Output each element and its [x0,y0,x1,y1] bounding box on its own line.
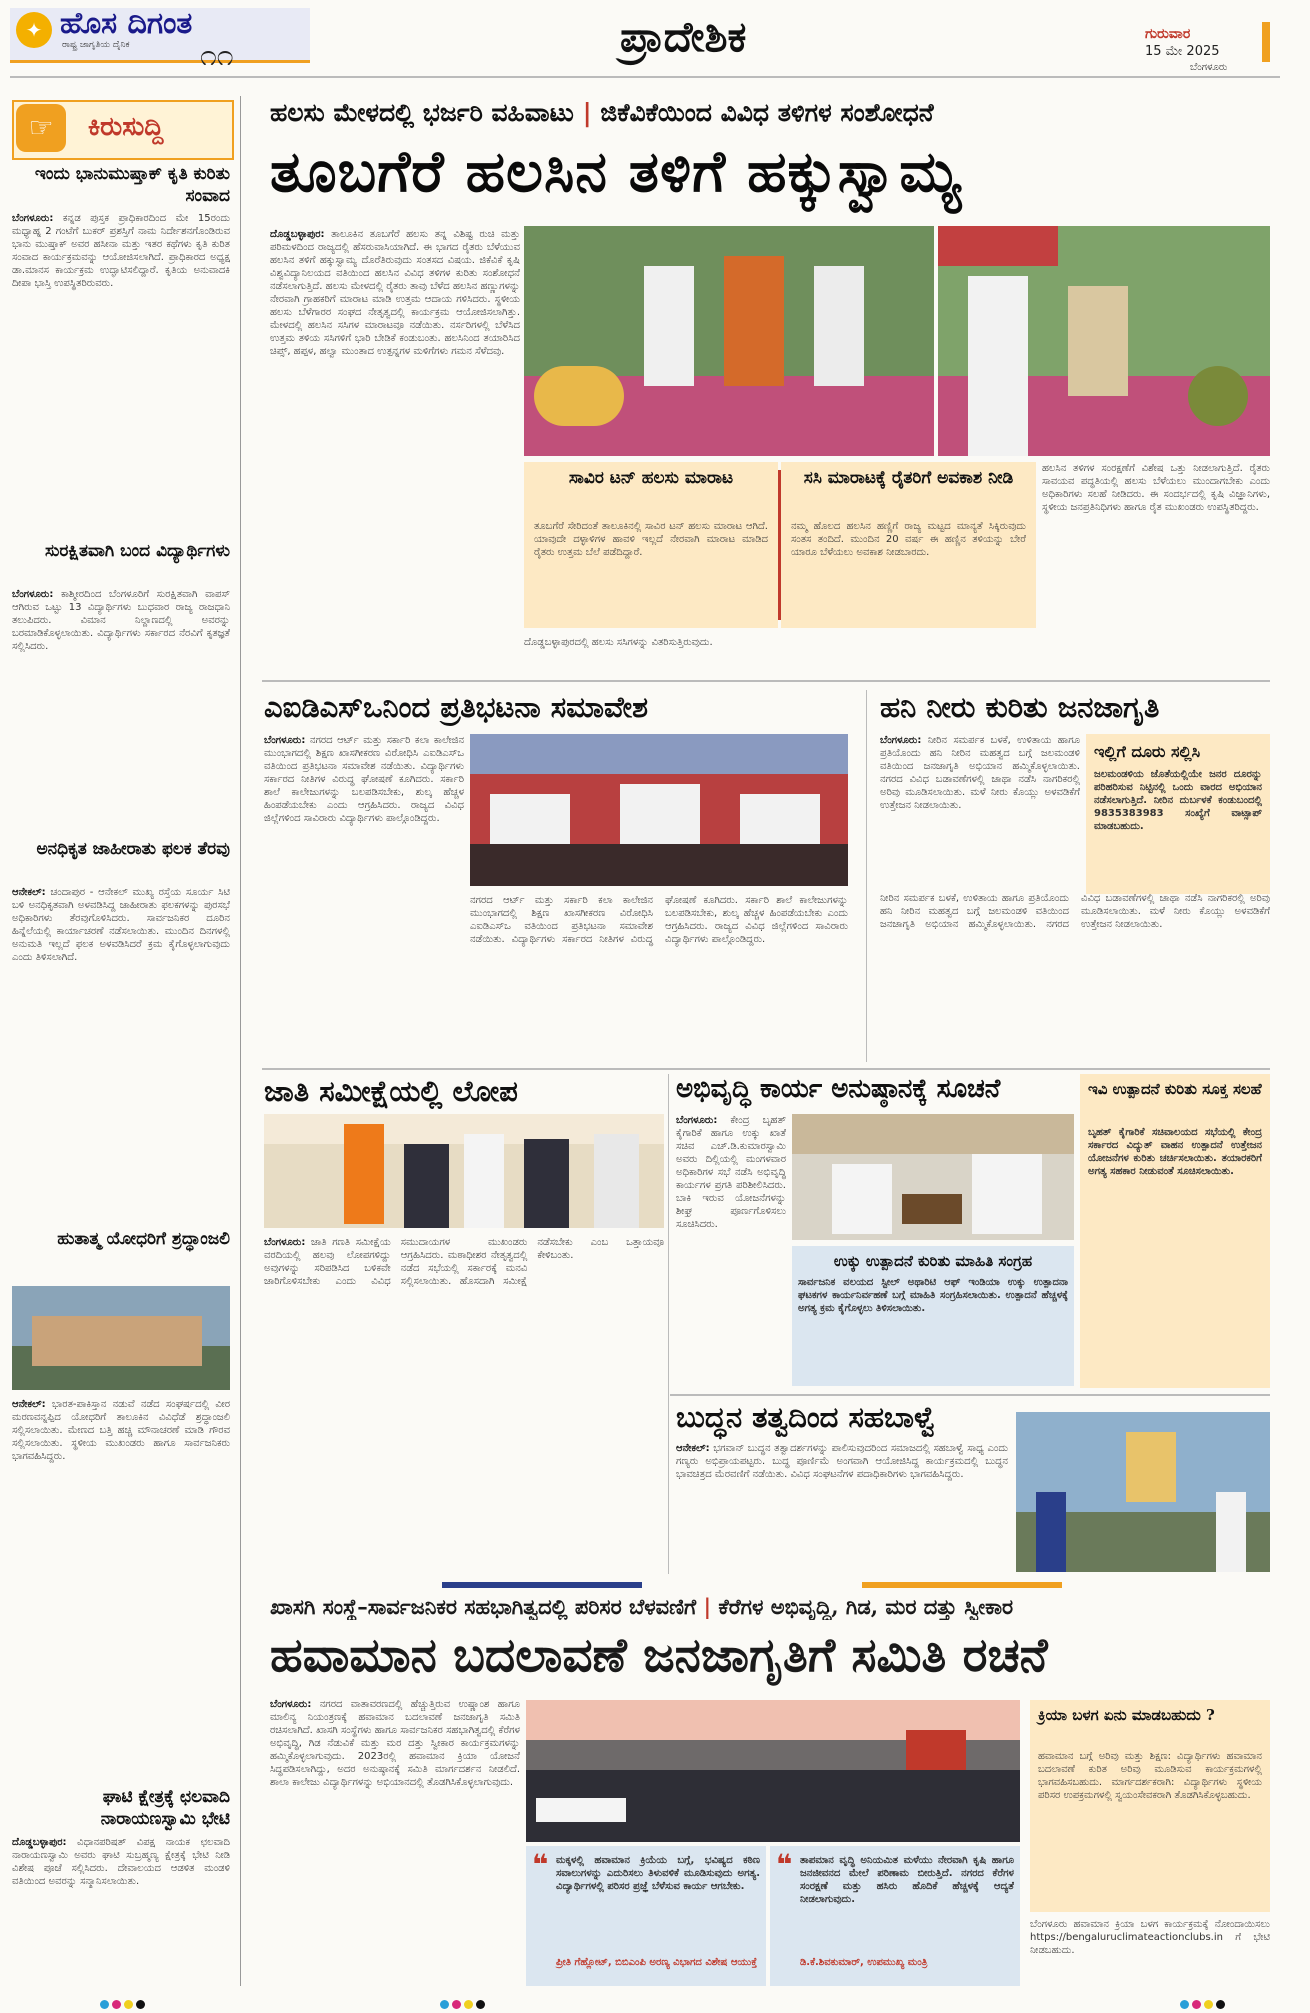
steel-box-title: ಉಕ್ಕು ಉತ್ಪಾದನೆ ಕುರಿತು ಮಾಹಿತಿ ಸಂಗ್ರಹ [833,1252,1033,1270]
action-club-title: ಕ್ರಿಯಾ ಬಳಗ ಏನು ಮಾಡಬಹುದು ? [1038,1706,1215,1724]
climate-kicker-right: ಕೆರೆಗಳ ಅಭಿವೃದ್ಧಿ, ಗಿಡ, ಮರ ದತ್ತು ಸ್ವೀಕಾರ [718,1594,1014,1619]
aidso-headline: ಎಐಡಿಎಸ್ಒನಿಂದ ಪ್ರತಿಭಟನಾ ಸಮಾವೇಶ [264,690,649,724]
header-accent-bar [1262,22,1270,62]
buddha-headline: ಬುದ್ಧನ ತತ್ವದಿಂದ ಸಹಬಾಳ್ವೆ [676,1400,937,1434]
dateline: ಬೆಂಗಳೂರು: [880,735,922,746]
brief-body: ಭಾರತ-ಪಾಕಿಸ್ತಾನ ನಡುವೆ ನಡೆದ ಸಂಘರ್ಷದಲ್ಲಿ ವೀರ ಮರಣವನ್ನಪ್ಪಿದ ಯೋಧರಿಗೆ ತಾಲೂಕಿನ ವಿವಿಧೆಡೆ ಶ್ರದ್ಧಾಂಜಲಿ ಸಲ್ಲಿಸಲಾಯಿತು. ಮೇಣದ ಬತ್ತಿ ಹಚ್ಚಿ ಮೌನಾಚರಣೆ ಮಾಡಿ ಗೌರವ ಸಲ್ಲಿಸಲಾಯಿತು. ಸ್ಥಳೀಯ ಮುಖಂಡರು ಹಾಗೂ ಸಾರ್ವಜನಿಕರು ಭಾಗವಹಿಸಿದ್ದರು. [12,1399,230,1462]
page-number: ೧೧ [200,38,234,73]
water-headline: ಹನಿ ನೀರು ಕುರಿತು ಜನಜಾಗೃತಿ [880,690,1160,724]
climate-body [270,1698,520,1988]
color-strip [262,1582,1270,1588]
issue-date: 15 ಮೇ 2025 [1145,44,1220,59]
section-divider [262,1068,1270,1070]
dateline: ಬೆಂಗಳೂರು: [12,213,54,224]
brief-item [12,1836,230,1986]
quote-attribution: ಪ್ರೀತಿ ಗೆಹ್ಲೋಟ್, ಬಿಬಿಎಂಪಿ ಅರಣ್ಯ ವಿಭಾಗದ ವಿಶೇಷ ಆಯುಕ್ತೆ [556,1957,758,1968]
header-divider [10,76,1280,78]
action-club-footnote: ಬೆಂಗಳೂರು ಹವಾಮಾನ ಕ್ರಿಯಾ ಬಳಗ ಕಾರ್ಯಕ್ರಮಕ್ಕೆ ನೋಂದಾಯಿಸಲು https://bengaluruclimateactionclubs.in ಗೆ ಭೇಟಿ ನೀಡಬಹುದು. [1030,1919,1270,1956]
photo-caption: ದೊಡ್ಡಬಳ್ಳಾಪುರದಲ್ಲಿ ಹಲಸು ಸಸಿಗಳನ್ನು ವಿತರಿಸುತ್ತಿರುವುದು. [524,637,713,648]
jackfruit-fair-photo-2 [938,226,1270,456]
buddha-body [676,1442,1008,1572]
column-divider [668,1074,669,1574]
caste-body-text: ಜಾತಿ ಗಣತಿ ಸಮೀಕ್ಷೆಯ ವರದಿಯಲ್ಲಿ ಹಲವು ಲೋಪಗಳಿದ್ದು ಅವುಗಳನ್ನು ಸರಿಪಡಿಸಿದ ಬಳಿಕವೇ ಜಾರಿಗೊಳಿಸಬೇಕು ಎಂದು ವಿವಿಧ ಸಮುದಾಯಗಳ ಮುಖಂಡರು ಆಗ್ರಹಿಸಿದರು. ಮಠಾಧೀಶರ ನೇತೃತ್ವದಲ್ಲಿ ನಡೆದ ಸಭೆಯಲ್ಲಿ ಸರ್ಕಾರಕ್ಕೆ ಮನವಿ ಸಲ್ಲಿಸಲಾಯಿತು. ಹೊಸದಾಗಿ ಸಮೀಕ್ಷೆ ನಡೆಸಬೇಕು ಎಂಬ ಒತ್ತಾಯವೂ ಕೇಳಿಬಂತು. [264,1237,664,1287]
quote-text: ಮಕ್ಕಳಲ್ಲಿ ಹವಾಮಾನ ಕ್ರಿಯೆಯ ಬಗ್ಗೆ, ಭವಿಷ್ಯದ ಕಠಿಣ ಸವಾಲುಗಳನ್ನು ಎದುರಿಸಲು ತಿಳುವಳಿಕೆ ಮೂಡಿಸುವುದು ಅಗತ್ಯ. ವಿದ್ಯಾರ್ಥಿಗಳಲ್ಲಿ ಪರಿಸರ ಪ್ರಜ್ಞೆ ಬೆಳೆಸುವ ಕಾರ್ಯ ಆಗಬೇಕು. [556,1855,760,1892]
complaint-box-body: ಜಲಮಂಡಳಿಯ ಜೊತೆಯಲ್ಲಿಯೇ ಜನರ ದೂರನ್ನು ಪರಿಹರಿಸುವ ನಿಟ್ಟಿನಲ್ಲಿ ಒಂದು ವಾರದ ಅಭಿಯಾನ ನಡೆಸಲಾಗುತ್ತಿದೆ. ನೀರಿನ ದುರ್ಬಳಕೆ ಕಂಡುಬಂದಲ್ಲಿ 9835383983 ಸಂಖ್ಯೆಗೆ ವಾಟ್ಸಾಪ್ ಮಾಡಬಹುದು. [1094,769,1262,832]
lead-kicker [270,98,934,128]
climate-headline: ಹವಾಮಾನ ಬದಲಾವಣೆ ಜನಜಾಗೃತಿಗೆ ಸಮಿತಿ ರಚನೆ [270,1628,1048,1683]
issue-day: ಗುರುವಾರ [1145,26,1191,42]
water-body [880,734,1080,884]
dateline: ಬೆಂಗಳೂರು: [676,1115,718,1126]
brief-headline: ಸುರಕ್ಷಿತವಾಗಿ ಬಂದ ವಿದ್ಯಾರ್ಥಿಗಳು [44,541,230,561]
info-box-sales [524,462,778,628]
aidso-body-cont: ನಗರದ ಆರ್ಟ್ ಮತ್ತು ಸರ್ಕಾರಿ ಕಲಾ ಕಾಲೇಜಿನ ಮುಂಭಾಗದಲ್ಲಿ ಶಿಕ್ಷಣ ಖಾಸಗೀಕರಣ ವಿರೋಧಿಸಿ ಎಐಡಿಎಸ್ಒ ವತಿಯಿಂದ ಪ್ರತಿಭಟನಾ ಸಮಾವೇಶ ನಡೆಯಿತು. ವಿದ್ಯಾರ್ಥಿಗಳು ಸರ್ಕಾರದ ನೀತಿಗಳ ವಿರುದ್ಧ ಘೋಷಣೆ ಕೂಗಿದರು. ಸರ್ಕಾರಿ ಶಾಲೆ ಕಾಲೇಜುಗಳನ್ನು ಬಲಪಡಿಸಬೇಕು, ಶುಲ್ಕ ಹೆಚ್ಚಳ ಹಿಂಪಡೆಯಬೇಕು ಎಂದು ಆಗ್ರಹಿಸಿದರು. ರಾಜ್ಯದ ವಿವಿಧ ಜಿಲ್ಲೆಗಳಿಂದ ಸಾವಿರಾರು ವಿದ್ಯಾರ್ಥಿಗಳು ಪಾಲ್ಗೊಂಡಿದ್ದರು. [470,895,848,945]
buddha-procession-photo [1016,1412,1270,1572]
quote-text: ತಾಪಮಾನ ವೃದ್ಧಿ ಅನಿಯಮಿತ ಮಳೆಯು ನೇರವಾಗಿ ಕೃಷಿ ಹಾಗೂ ಜನಜೀವನದ ಮೇಲೆ ಪರಿಣಾಮ ಬೀರುತ್ತಿದೆ. ನಗರದ ಕೆರೆಗಳ ಸಂರಕ್ಷಣೆ ಮತ್ತು ಹಸಿರು ಹೊದಿಕೆ ಹೆಚ್ಚಳಕ್ಕೆ ಆದ್ಯತೆ ನೀಡಲಾಗುವುದು. [800,1855,1014,1905]
caste-meeting-photo [264,1114,664,1228]
brief-body: ಚಂದಾಪುರ - ಆನೇಕಲ್ ಮುಖ್ಯ ರಸ್ತೆಯ ಸೂರ್ಯ ಸಿಟಿ ಬಳಿ ಅನಧಿಕೃತವಾಗಿ ಅಳವಡಿಸಿದ್ದ ಜಾಹೀರಾತು ಫಲಕಗಳನ್ನು ಪುರಸಭೆ ಅಧಿಕಾರಿಗಳು ತೆರವುಗೊಳಿಸಿದರು. ಸಾರ್ವಜನಿಕರ ದೂರಿನ ಹಿನ್ನೆಲೆಯಲ್ಲಿ ಕಾರ್ಯಾಚರಣೆ ನಡೆಸಲಾಯಿತು. ಮುಂದಿನ ದಿನಗಳಲ್ಲಿ ಅನುಮತಿ ಇಲ್ಲದೆ ಫಲಕ ಅಳವಡಿಸಿದರೆ ಕ್ರಮ ಕೈಗೊಳ್ಳಲಾಗುವುದು ಎಂದು ತಿಳಿಸಲಾಗಿದೆ. [12,887,230,963]
tribute-photo [12,1286,230,1390]
lead-body-text: ತಾಲೂಕಿನ ತೂಬಗೆರೆ ಹಲಸು ತನ್ನ ವಿಶಿಷ್ಟ ರುಚಿ ಮತ್ತು ಪರಿಮಳದಿಂದ ರಾಜ್ಯದಲ್ಲಿ ಹೆಸರುವಾಸಿಯಾಗಿದೆ. ಈ ಭಾಗದ ರೈತರು ಬೆಳೆಯುವ ಹಲಸಿನ ತಳಿಗೆ ಹಕ್ಕುಸ್ವಾಮ್ಯ ದೊರೆತಿರುವುದು ಸಂತಸದ ವಿಷಯ. ಜಿಕೆವಿಕೆ ಕೃಷಿ ವಿಶ್ವವಿದ್ಯಾನಿಲಯದ ವತಿಯಿಂದ ಹಲಸಿನ ವಿವಿಧ ತಳಿಗಳ ಕುರಿತು ಸಂಶೋಧನೆ ನಡೆಸಲಾಗುತ್ತಿದೆ. ಹಲಸು ಮೇಳದಲ್ಲಿ ರೈತರು ತಾವು ಬೆಳೆದ ಹಲಸಿನ ಹಣ್ಣುಗಳನ್ನು ನೇರವಾಗಿ ಗ್ರಾಹಕರಿಗೆ ಮಾರಾಟ ಮಾಡಿ ಉತ್ತಮ ಆದಾಯ ಗಳಿಸಿದರು. ಸ್ಥಳೀಯ ಹಲಸು ಬೆಳೆಗಾರರ ಸಂಘದ ನೇತೃತ್ವದಲ್ಲಿ ಕಾರ್ಯಕ್ರಮ ಆಯೋಜಿಸಲಾಗಿತ್ತು. ಮೇಳದಲ್ಲಿ ಹಲಸಿನ ಸಸಿಗಳ ಮಾರಾಟವೂ ನಡೆಯಿತು. ನರ್ಸರಿಗಳಲ್ಲಿ ಬೆಳೆಸಿದ ಉತ್ತಮ ತಳಿಯ ಸಸಿಗಳಿಗೆ ಭಾರಿ ಬೇಡಿಕೆ ಕಂಡುಬಂತು. ಹಲಸಿನಿಂದ ತಯಾರಿಸಿದ ಚಿಪ್ಸ್, ಹಪ್ಪಳ, ಹಲ್ವಾ ಮುಂತಾದ ಉತ್ಪನ್ನಗಳ ಮಳಿಗೆಗಳು ಗಮನ ಸೆಳೆದವು. [270,229,520,357]
protest-photo [470,734,848,886]
aidso-body [264,734,464,1064]
complaint-box [1086,734,1270,894]
lead-headline: ತೂಬಗೆರೆ ಹಲಸಿನ ತಳಿಗೆ ಹಕ್ಕುಸ್ವಾಮ್ಯ [270,138,963,205]
dateline: ಆನೇಕಲ್: [12,1399,46,1410]
ev-box-body: ಬೃಹತ್ ಕೈಗಾರಿಕೆ ಸಚಿವಾಲಯದ ಸಭೆಯಲ್ಲಿ ಕೇಂದ್ರ ಸರ್ಕಾರದ ವಿದ್ಯುತ್ ವಾಹನ ಉತ್ಪಾದನೆ ಉತ್ತೇಜನ ಯೋಜನೆಗಳ ಕುರಿತು ಚರ್ಚಿಸಲಾಯಿತು. ತಯಾರಕರಿಗೆ ಅಗತ್ಯ ಸಹಕಾರ ನೀಡುವಂತೆ ಸೂಚಿಸಲಾಯಿತು. [1088,1127,1262,1177]
lead-kicker-left: ಹಲಸು ಮೇಳದಲ್ಲಿ ಭರ್ಜರಿ ವಹಿವಾಟು [270,98,574,127]
aidso-body-text: ನಗರದ ಆರ್ಟ್ ಮತ್ತು ಸರ್ಕಾರಿ ಕಲಾ ಕಾಲೇಜಿನ ಮುಂಭಾಗದಲ್ಲಿ ಶಿಕ್ಷಣ ಖಾಸಗೀಕರಣ ವಿರೋಧಿಸಿ ಎಐಡಿಎಸ್ಒ ವತಿಯಿಂದ ಪ್ರತಿಭಟನಾ ಸಮಾವೇಶ ನಡೆಯಿತು. ವಿದ್ಯಾರ್ಥಿಗಳು ಸರ್ಕಾರದ ನೀತಿಗಳ ವಿರುದ್ಧ ಘೋಷಣೆ ಕೂಗಿದರು. ಸರ್ಕಾರಿ ಶಾಲೆ ಕಾಲೇಜುಗಳನ್ನು ಬಲಪಡಿಸಬೇಕು, ಶುಲ್ಕ ಹೆಚ್ಚಳ ಹಿಂಪಡೆಯಬೇಕು ಎಂದು ಆಗ್ರಹಿಸಿದರು. ರಾಜ್ಯದ ವಿವಿಧ ಜಿಲ್ಲೆಗಳಿಂದ ಸಾವಿರಾರು ವಿದ್ಯಾರ್ಥಿಗಳು ಪಾಲ್ಗೊಂಡಿದ್ದರು. [264,735,464,824]
paper-tagline: ರಾಷ್ಟ್ರ ಜಾಗೃತಿಯ ದೈನಿಕ [62,40,130,50]
kicker-separator: | [703,1594,712,1619]
quote-box-2 [770,1846,1020,1986]
dateline: ಆನೇಕಲ್: [12,887,46,898]
edition-city: ಬೆಂಗಳೂರು [1190,62,1228,73]
info-box-title: ಸಾವಿರ ಟನ್ ಹಲಸು ಮಾರಾಟ [568,468,734,488]
brief-item [12,212,230,492]
lead-body [270,228,520,668]
action-club-box [1030,1700,1270,1912]
print-marks [100,1994,148,2013]
brief-item [12,1398,230,1778]
brief-item [12,588,230,828]
water-body-cont: ನೀರಿನ ಸಮರ್ಪಕ ಬಳಕೆ, ಉಳಿತಾಯ ಹಾಗೂ ಪ್ರತಿಯೊಂದು ಹನಿ ನೀರಿನ ಮಹತ್ವದ ಬಗ್ಗೆ ಜಲಮಂಡಳಿ ವತಿಯಿಂದ ಜನಜಾಗೃತಿ ಅಭಿಯಾನ ಹಮ್ಮಿಕೊಳ್ಳಲಾಯಿತು. ನಗರದ ವಿವಿಧ ಬಡಾವಣೆಗಳಲ್ಲಿ ಜಾಥಾ ನಡೆಸಿ ನಾಗರಿಕರಲ್ಲಿ ಅರಿವು ಮೂಡಿಸಲಾಯಿತು. ಮಳೆ ನೀರು ಕೊಯ್ಲು ಅಳವಡಿಕೆಗೆ ಉತ್ತೇಜನ ನೀಡಲಾಯಿತು. [880,893,1270,930]
section-divider [670,1394,1270,1396]
pointing-hand-icon: ☞ [16,104,66,152]
dateline: ದೊಡ್ಡಬಳ್ಳಾಪುರ: [12,1837,67,1848]
paper-name: ಹೊಸ ದಿಗಂತ [60,6,193,41]
info-box-body: ನಮ್ಮ ಹೊಲದ ಹಲಸಿನ ಹಣ್ಣಿಗೆ ರಾಜ್ಯ ಮಟ್ಟದ ಮಾನ್ಯತೆ ಸಿಕ್ಕಿರುವುದು ಸಂತಸ ತಂದಿದೆ. ಮುಂದಿನ 20 ವರ್ಷ ಈ ಹಣ್ಣಿನ ತಳಿಯನ್ನು ಬೇರೆ ಯಾರೂ ಬೆಳೆಯಲು ಅವಕಾಶ ನೀಡಬಾರದು. [791,521,1026,558]
brief-body: ಕನ್ನಡ ಪುಸ್ತಕ ಪ್ರಾಧಿಕಾರದಿಂದ ಮೇ 15ರಂದು ಮಧ್ಯಾಹ್ನ 2 ಗಂಟೆಗೆ ಬುಕರ್ ಪ್ರಶಸ್ತಿಗೆ ನಾಮ ನಿರ್ದೇಶನಗೊಂಡಿರುವ ಭಾನು ಮುಷ್ತಾಕ್ ಅವರ ಹಸೀನಾ ಮತ್ತು ಇತರ ಕಥೆಗಳು ಕೃತಿ ಕುರಿತ ಸಂವಾದ ಕಾರ್ಯಕ್ರಮವನ್ನು ಆಯೋಜಿಸಲಾಗಿದೆ. ಪ್ರಾಧಿಕಾರದ ಅಧ್ಯಕ್ಷ ಡಾ.ಮಾನಸ ಕಾರ್ಯಕ್ರಮ ಉದ್ಘಾಟಿಸಲಿದ್ದಾರೆ. ಕೃತಿಯ ಅನುವಾದಕಿ ದೀಪಾ ಭಾಸ್ತಿ ಉಪಸ್ಥಿತರಿರುವರು. [12,213,230,289]
brief-headline: ಘಾಟಿ ಕ್ಷೇತ್ರಕ್ಕೆ ಛಲವಾದಿ ನಾರಾಯಣಸ್ವಾಮಿ ಭೇಟಿ [100,1787,230,1829]
complaint-box-title: ಇಲ್ಲಿಗೆ ದೂರು ಸಲ್ಲಿಸಿ [1094,742,1201,761]
lamp-icon: ✦ [16,12,52,48]
column-divider [866,690,867,1062]
development-headline: ಅಭಿವೃದ್ಧಿ ಕಾರ್ಯ ಅನುಷ್ಠಾನಕ್ಕೆ ಸೂಚನೆ [676,1074,1001,1104]
ev-box [1080,1074,1270,1388]
jackfruit-fair-photo-1 [524,226,934,456]
steel-info-box [792,1246,1074,1386]
info-box-title: ಸಸಿ ಮಾರಾಟಕ್ಕೆ ರೈತರಿಗೆ ಅವಕಾಶ ನೀಡಿ [803,468,1014,488]
water-body-text: ನೀರಿನ ಸಮರ್ಪಕ ಬಳಕೆ, ಉಳಿತಾಯ ಹಾಗೂ ಪ್ರತಿಯೊಂದು ಹನಿ ನೀರಿನ ಮಹತ್ವದ ಬಗ್ಗೆ ಜಲಮಂಡಳಿ ವತಿಯಿಂದ ಜನಜಾಗೃತಿ ಅಭಿಯಾನ ಹಮ್ಮಿಕೊಳ್ಳಲಾಯಿತು. ನಗರದ ವಿವಿಧ ಬಡಾವಣೆಗಳಲ್ಲಿ ಜಾಥಾ ನಡೆಸಿ ನಾಗರಿಕರಲ್ಲಿ ಅರಿವು ಮೂಡಿಸಲಾಯಿತು. ಮಳೆ ನೀರು ಕೊಯ್ಲು ಅಳವಡಿಕೆಗೆ ಉತ್ತೇಜನ ನೀಡಲಾಯಿತು. [880,735,1080,811]
climate-body-text: ನಗರದ ವಾತಾವರಣದಲ್ಲಿ ಹೆಚ್ಚುತ್ತಿರುವ ಉಷ್ಣಾಂಶ ಹಾಗೂ ಮಾಲಿನ್ಯ ನಿಯಂತ್ರಣಕ್ಕೆ ಹವಾಮಾನ ಬದಲಾವಣೆ ಜನಜಾಗೃತಿ ಸಮಿತಿ ರಚಿಸಲಾಗಿದೆ. ಖಾಸಗಿ ಸಂಸ್ಥೆಗಳು ಹಾಗೂ ಸಾರ್ವಜನಿಕರ ಸಹಭಾಗಿತ್ವದಲ್ಲಿ ಕೆರೆಗಳ ಅಭಿವೃದ್ಧಿ, ಗಿಡ ನೆಡುವಿಕೆ ಮತ್ತು ಮರ ದತ್ತು ಸ್ವೀಕಾರ ಕಾರ್ಯಕ್ರಮಗಳನ್ನು ಹಮ್ಮಿಕೊಳ್ಳಲಾಗುವುದು. 2023ರಲ್ಲಿ ಹವಾಮಾನ ಕ್ರಿಯಾ ಯೋಜನೆ ಸಿದ್ಧಪಡಿಸಲಾಗಿದ್ದು, ಅದರ ಅನುಷ್ಠಾನಕ್ಕೆ ಸಮಿತಿ ಮಾರ್ಗದರ್ಶನ ನೀಡಲಿದೆ. ಶಾಲಾ ಕಾಲೇಜು ವಿದ್ಯಾರ್ಥಿಗಳನ್ನು ಅಭಿಯಾನದಲ್ಲಿ ತೊಡಗಿಸಿಕೊಳ್ಳಲಾಗುವುದು. [270,1699,520,1788]
brief-item [12,886,230,1206]
brief-label: ಕಿರುಸುದ್ದಿ [88,112,164,142]
info-box-saplings [781,462,1036,628]
masthead [0,0,1310,74]
action-club-body: ಹವಾಮಾನ ಬಗ್ಗೆ ಅರಿವು ಮತ್ತು ಶಿಕ್ಷಣ: ವಿದ್ಯಾರ್ಥಿಗಳು ಹವಾಮಾನ ಬದಲಾವಣೆ ಕುರಿತ ಅರಿವು ಮೂಡಿಸುವ ಕಾರ್ಯಕ್ರಮಗಳಲ್ಲಿ ಭಾಗವಹಿಸಬಹುದು. ಮಾರ್ಗದರ್ಶಕರಾಗಿ: ವಿದ್ಯಾರ್ಥಿಗಳು ಸ್ಥಳೀಯ ಪರಿಸರ ಉಪಕ್ರಮಗಳಲ್ಲಿ ಸ್ವಯಂಸೇವಕರಾಗಿ ತೊಡಗಿಸಿಕೊಳ್ಳಬಹುದು. [1038,1751,1262,1801]
section-title: ಪ್ರಾದೇಶಿಕ [620,12,747,61]
quote-attribution: ಡಿ.ಕೆ.ಶಿವಕುಮಾರ್, ಉಪಮುಖ್ಯ ಮಂತ್ರಿ [800,1957,928,1968]
dateline: ಬೆಂಗಳೂರು: [264,735,306,746]
buddha-body-text: ಭಗವಾನ್ ಬುದ್ಧನ ತತ್ವಾದರ್ಶಗಳನ್ನು ಪಾಲಿಸುವುದರಿಂದ ಸಮಾಜದಲ್ಲಿ ಸಹಬಾಳ್ವೆ ಸಾಧ್ಯ ಎಂದು ಗಣ್ಯರು ಅಭಿಪ್ರಾಯಪಟ್ಟರು. ಬುದ್ಧ ಪೂರ್ಣಿಮೆ ಅಂಗವಾಗಿ ಆಯೋಜಿಸಿದ್ದ ಕಾರ್ಯಕ್ರಮದಲ್ಲಿ ಬುದ್ಧನ ಭಾವಚಿತ್ರದ ಮೆರವಣಿಗೆ ನಡೆಯಿತು. ವಿವಿಧ ಸಂಘಟನೆಗಳ ಪದಾಧಿಕಾರಿಗಳು ಭಾಗವಹಿಸಿದ್ದರು. [676,1443,1008,1480]
print-marks [440,1994,488,2013]
climate-kicker [270,1594,1270,1620]
quote-mark-icon: ❝ [776,1848,793,1881]
quote-box-1 [526,1846,766,1986]
climate-kicker-left: ಖಾಸಗಿ ಸಂಸ್ಥೆ–ಸಾರ್ವಜನಿಕರ ಸಹಭಾಗಿತ್ವದಲ್ಲಿ ಪರಿಸರ ಬೆಳವಣಿಗೆ [270,1594,697,1619]
brief-body: ಕಾಶ್ಮೀರದಿಂದ ಬೆಂಗಳೂರಿಗೆ ಸುರಕ್ಷಿತವಾಗಿ ವಾಪಸ್ ಆಗಿರುವ ಒಟ್ಟು 13 ವಿದ್ಯಾರ್ಥಿಗಳು ಬುಧವಾರ ರಾಜ್ಯ ರಾಜಧಾನಿ ತಲುಪಿದರು. ವಿಮಾನ ನಿಲ್ದಾಣದಲ್ಲಿ ಅವರನ್ನು ಬರಮಾಡಿಕೊಳ್ಳಲಾಯಿತು. ವಿದ್ಯಾರ್ಥಿಗಳು ಸರ್ಕಾರದ ನೆರವಿಗೆ ಕೃತಜ್ಞತೆ ಸಲ್ಲಿಸಿದರು. [12,589,230,652]
section-divider [262,680,1270,682]
students-photo [526,1700,1020,1842]
caste-headline: ಜಾತಿ ಸಮೀಕ್ಷೆಯಲ್ಲಿ ಲೋಪ [264,1074,518,1108]
dateline: ಆನೇಕಲ್: [676,1443,710,1454]
lead-body-cont: ಹಲಸಿನ ತಳಿಗಳ ಸಂರಕ್ಷಣೆಗೆ ವಿಶೇಷ ಒತ್ತು ನೀಡಲಾಗುತ್ತಿದೆ. ರೈತರು ಸಾವಯವ ಪದ್ಧತಿಯಲ್ಲಿ ಹಲಸು ಬೆಳೆಯಲು ಮುಂದಾಗಬೇಕು ಎಂದು ಅಧಿಕಾರಿಗಳು ಸಲಹೆ ನೀಡಿದರು. ಈ ಸಂದರ್ಭದಲ್ಲಿ ಕೃಷಿ ವಿಜ್ಞಾನಿಗಳು, ಸ್ಥಳೀಯ ಜನಪ್ರತಿನಿಧಿಗಳು ಹಾಗೂ ರೈತ ಮುಖಂಡರು ಉಪಸ್ಥಿತರಿದ್ದರು. [1042,463,1270,513]
minister-meeting-photo [792,1114,1074,1240]
print-marks [1180,1994,1228,2013]
kicker-separator: | [582,98,592,127]
ev-box-title: ಇವಿ ಉತ್ಪಾದನೆ ಕುರಿತು ಸೂಕ್ತ ಸಲಹೆ [1088,1080,1262,1098]
dateline: ಬೆಂಗಳೂರು: [270,1699,312,1710]
development-body-text: ಕೇಂದ್ರ ಬೃಹತ್ ಕೈಗಾರಿಕೆ ಹಾಗೂ ಉಕ್ಕು ಖಾತೆ ಸಚಿವ ಎಚ್.ಡಿ.ಕುಮಾರಸ್ವಾಮಿ ಅವರು ದಿಲ್ಲಿಯಲ್ಲಿ ಮಂಗಳವಾರ ಅಧಿಕಾರಿಗಳ ಸಭೆ ನಡೆಸಿ ಅಭಿವೃದ್ಧಿ ಕಾರ್ಯಗಳ ಪ್ರಗತಿ ಪರಿಶೀಲಿಸಿದರು. ಬಾಕಿ ಇರುವ ಯೋಜನೆಗಳನ್ನು ಶೀಘ್ರ ಪೂರ್ಣಗೊಳಿಸಲು ಸೂಚಿಸಿದರು. [676,1115,786,1230]
brief-headline: ಅನಧಿಕೃತ ಜಾಹೀರಾತು ಫಲಕ ತೆರವು [36,839,230,859]
dateline: ಬೆಂಗಳೂರು: [12,589,54,600]
quote-mark-icon: ❝ [532,1848,549,1881]
brief-headline: ಹುತಾತ್ಮ ಯೋಧರಿಗೆ ಶ್ರದ್ಧಾಂಜಲಿ [57,1229,230,1249]
caste-body [264,1236,664,1576]
brief-body: ವಿಧಾನಪರಿಷತ್ ವಿಪಕ್ಷ ನಾಯಕ ಛಲವಾದಿ ನಾರಾಯಣಸ್ವಾಮಿ ಅವರು ಘಾಟಿ ಸುಬ್ರಹ್ಮಣ್ಯ ಕ್ಷೇತ್ರಕ್ಕೆ ಭೇಟಿ ನೀಡಿ ವಿಶೇಷ ಪೂಜೆ ಸಲ್ಲಿಸಿದರು. ದೇವಾಲಯದ ಆಡಳಿತ ಮಂಡಳಿ ವತಿಯಿಂದ ಅವರನ್ನು ಸನ್ಮಾನಿಸಲಾಯಿತು. [12,1837,230,1887]
brief-headline: ಇಂದು ಭಾನುಮುಷ್ತಾಕ್ ಕೃತಿ ಕುರಿತು ಸಂವಾದ [34,164,230,206]
dateline: ದೊಡ್ಡಬಳ್ಳಾಪುರ: [270,229,325,240]
dateline: ಬೆಂಗಳೂರು: [264,1237,306,1248]
steel-box-body: ಸಾರ್ವಜನಿಕ ವಲಯದ ಸ್ಟೀಲ್ ಅಥಾರಿಟಿ ಆಫ್ ಇಂಡಿಯಾ ಉಕ್ಕು ಉತ್ಪಾದನಾ ಘಟಕಗಳ ಕಾರ್ಯನಿರ್ವಹಣೆ ಬಗ್ಗೆ ಮಾಹಿತಿ ಸಂಗ್ರಹಿಸಲಾಯಿತು. ಉತ್ಪಾದನೆ ಹೆಚ್ಚಳಕ್ಕೆ ಅಗತ್ಯ ಕ್ರಮ ಕೈಗೊಳ್ಳಲು ತಿಳಿಸಲಾಯಿತು. [798,1277,1068,1314]
lead-kicker-right: ಜಿಕೆವಿಕೆಯಿಂದ ವಿವಿಧ ತಳಿಗಳ ಸಂಶೋಧನೆ [600,98,934,127]
info-box-body: ತೂಬಗೆರೆ ಸೇರಿದಂತೆ ತಾಲೂಕಿನಲ್ಲಿ ಸಾವಿರ ಟನ್ ಹಲಸು ಮಾರಾಟ ಆಗಿದೆ. ಯಾವುದೇ ದಳ್ಳಾಳಿಗಳ ಹಾವಳಿ ಇಲ್ಲದೆ ನೇರವಾಗಿ ಮಾರಾಟ ಮಾಡಿದ ರೈತರು ಉತ್ತಮ ಬೆಲೆ ಪಡೆದಿದ್ದಾರೆ. [534,521,768,558]
